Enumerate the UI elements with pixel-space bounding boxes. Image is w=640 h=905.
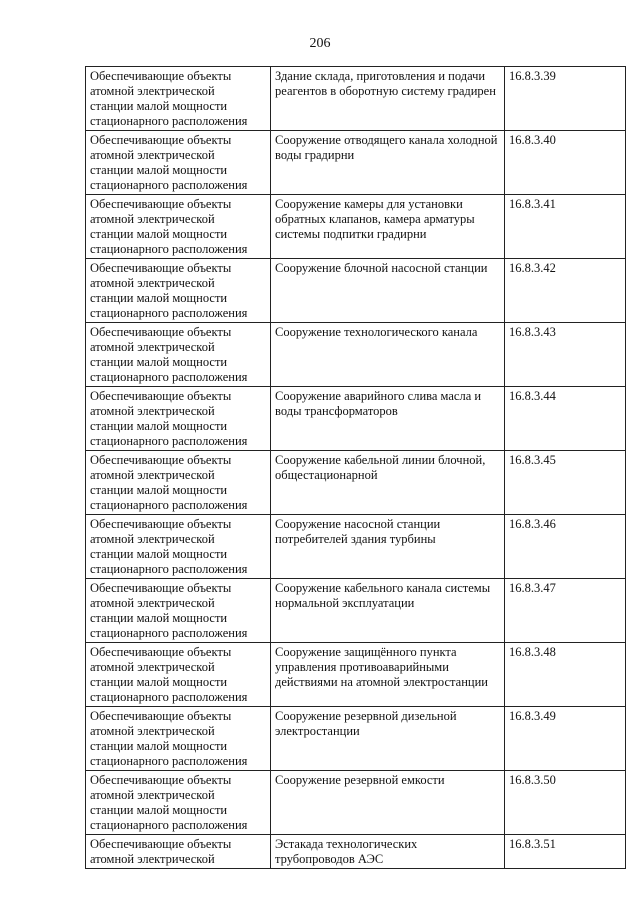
description-cell: Сооружение насосной станции потребителей здания турбины <box>271 515 505 579</box>
code-cell: 16.8.3.40 <box>505 131 626 195</box>
category-cell: Обеспечивающие объекты атомной электрической станции малой мощности стационарного расположения <box>86 707 271 771</box>
category-cell: Обеспечивающие объекты атомной электрической станции малой мощности стационарного расположения <box>86 451 271 515</box>
table-row <box>86 643 626 707</box>
table-row <box>86 131 626 195</box>
table-row <box>86 835 626 869</box>
code-cell: 16.8.3.51 <box>505 835 626 869</box>
category-cell: Обеспечивающие объекты атомной электрической станции малой мощности стационарного расположения <box>86 323 271 387</box>
category-cell: Обеспечивающие объекты атомной электрической станции малой мощности стационарного расположения <box>86 387 271 451</box>
category-cell: Обеспечивающие объекты атомной электрической станции малой мощности стационарного расположения <box>86 515 271 579</box>
category-cell: Обеспечивающие объекты атомной электрической станции малой мощности стационарного расположения <box>86 259 271 323</box>
description-cell: Сооружение кабельного канала системы нормальной эксплуатации <box>271 579 505 643</box>
description-cell: Сооружение резервной дизельной электростанции <box>271 707 505 771</box>
code-cell: 16.8.3.50 <box>505 771 626 835</box>
table-row <box>86 771 626 835</box>
category-cell: Обеспечивающие объекты атомной электрической станции малой мощности стационарного расположения <box>86 771 271 835</box>
table-row <box>86 579 626 643</box>
description-cell: Сооружение технологического канала <box>271 323 505 387</box>
category-cell: Обеспечивающие объекты атомной электрической <box>86 835 271 869</box>
table-row <box>86 387 626 451</box>
description-cell: Сооружение кабельной линии блочной, общестационарной <box>271 451 505 515</box>
category-cell: Обеспечивающие объекты атомной электрической станции малой мощности стационарного расположения <box>86 579 271 643</box>
table-row <box>86 707 626 771</box>
description-cell: Сооружение отводящего канала холодной воды градирни <box>271 131 505 195</box>
code-cell: 16.8.3.44 <box>505 387 626 451</box>
code-cell: 16.8.3.42 <box>505 259 626 323</box>
code-cell: 16.8.3.48 <box>505 643 626 707</box>
description-cell: Сооружение аварийного слива масла и воды трансформаторов <box>271 387 505 451</box>
table-row <box>86 195 626 259</box>
table-row <box>86 451 626 515</box>
code-cell: 16.8.3.47 <box>505 579 626 643</box>
code-cell: 16.8.3.43 <box>505 323 626 387</box>
description-cell: Сооружение резервной емкости <box>271 771 505 835</box>
table-row <box>86 323 626 387</box>
description-cell: Здание склада, приготовления и подачи реагентов в оборотную систему градирен <box>271 67 505 131</box>
category-cell: Обеспечивающие объекты атомной электрической станции малой мощности стационарного расположения <box>86 195 271 259</box>
description-cell: Сооружение камеры для установки обратных клапанов, камера арматуры системы подпитки градирни <box>271 195 505 259</box>
code-cell: 16.8.3.46 <box>505 515 626 579</box>
table-row <box>86 259 626 323</box>
table-row <box>86 67 626 131</box>
category-cell: Обеспечивающие объекты атомной электрической станции малой мощности стационарного расположения <box>86 67 271 131</box>
code-cell: 16.8.3.39 <box>505 67 626 131</box>
table-row <box>86 515 626 579</box>
category-cell: Обеспечивающие объекты атомной электрической станции малой мощности стационарного расположения <box>86 643 271 707</box>
description-cell: Эстакада технологических трубопроводов АЭС <box>271 835 505 869</box>
object-classification-table <box>85 66 626 869</box>
code-cell: 16.8.3.41 <box>505 195 626 259</box>
description-cell: Сооружение защищённого пункта управления противоаварийными действиями на атомной электростанции <box>271 643 505 707</box>
category-cell: Обеспечивающие объекты атомной электрической станции малой мощности стационарного расположения <box>86 131 271 195</box>
code-cell: 16.8.3.49 <box>505 707 626 771</box>
description-cell: Сооружение блочной насосной станции <box>271 259 505 323</box>
page-number: 206 <box>309 36 331 51</box>
code-cell: 16.8.3.45 <box>505 451 626 515</box>
